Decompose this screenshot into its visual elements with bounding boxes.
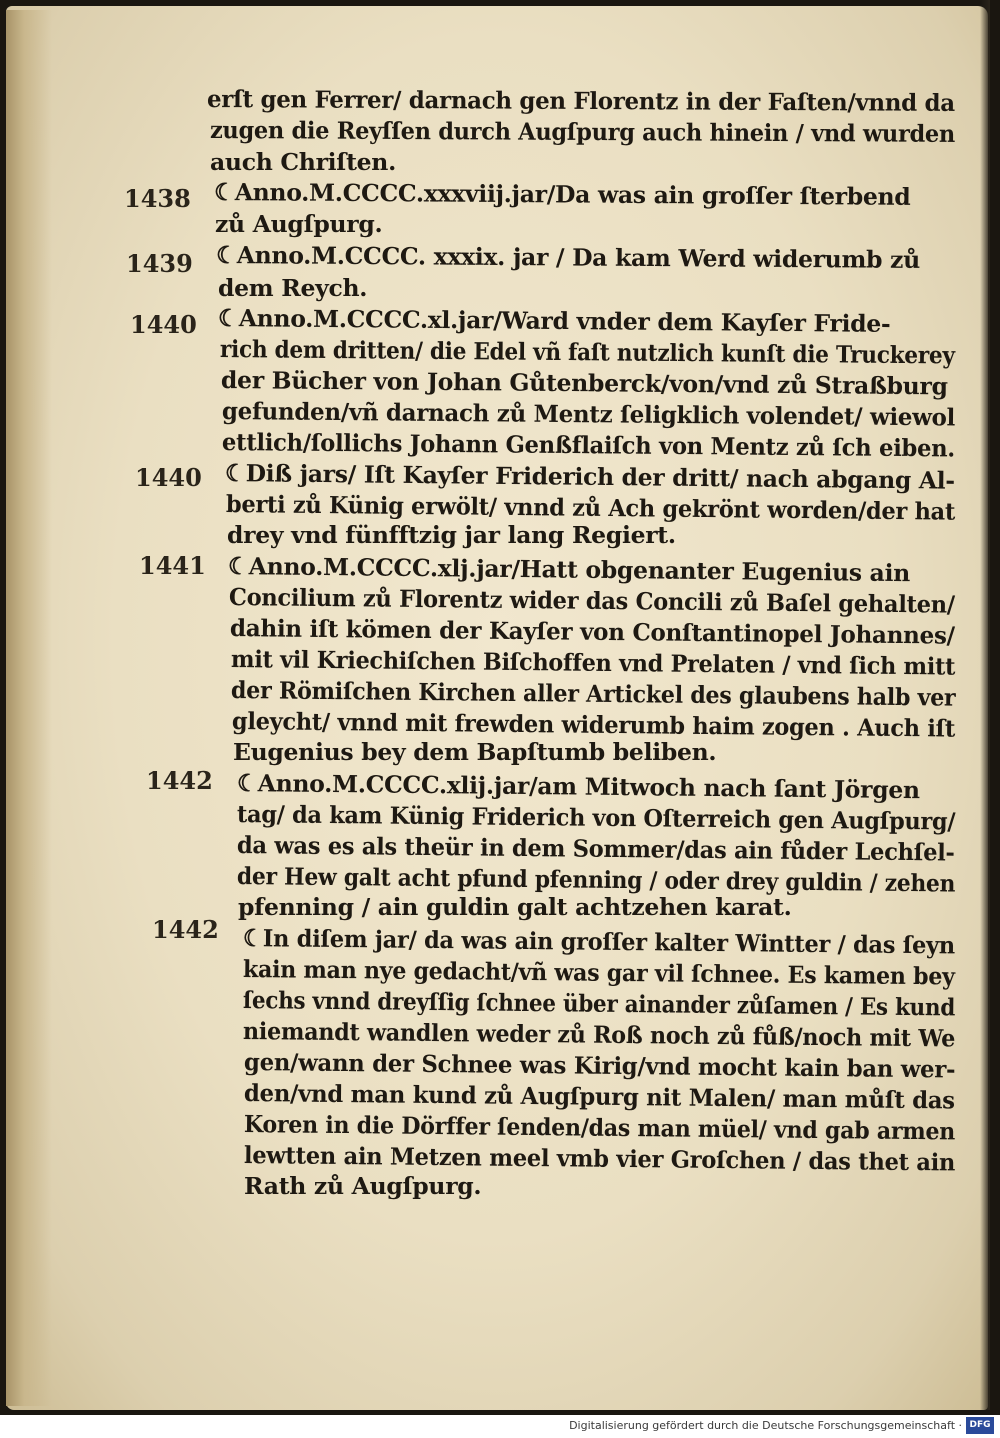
- text-line: lewtten ain Metzen meel vmb vier Groſchen / das thet ain: [243, 1141, 956, 1177]
- text-line: der Hew galt acht pfund pfenning / oder drey guldin / zehen: [236, 862, 956, 898]
- text-line: der Römiſchen Kirchen aller Artickel des glaubens halb ver: [230, 676, 956, 712]
- text-line: Koren in die Dörffer ſenden/das man müel/ vnd gab armen: [243, 1110, 956, 1146]
- text-line: rich dem dritten/ die Edel vñ faſt nutzlich kunſt die Truckerey: [219, 335, 955, 370]
- text-line: zugen die Reyſſen durch Augſpurg auch hinein / vnd wurden: [209, 116, 956, 148]
- text-line: auch Chriſten.: [210, 148, 396, 176]
- margin-year: 1440: [130, 310, 197, 339]
- text-line: gen/wann der Schnee was Kirig/vnd mocht kain ban wer-: [243, 1048, 956, 1084]
- text-line: pfenning / ain guldin galt achtzehen karat.: [238, 893, 792, 921]
- text-line: drey vnd fünfftzig jar lang Regiert.: [227, 521, 676, 549]
- text-line: Concilium zů Florentz wider das Concili zů Baſel gehalten/: [228, 583, 955, 619]
- text-line: gleycht/ vnnd mit frewden widerumb haim zogen . Auch iſt: [231, 707, 956, 743]
- text-line: ettlich/ſollichs Johann Genßflaiſch von Mentz zů ſch eiben.: [221, 428, 956, 463]
- margin-year: 1440: [135, 463, 202, 492]
- text-line: gefunden/vñ darnach zů Mentz ſeligklich volendet/ wiewol: [221, 397, 956, 432]
- text-line: ☾Anno.M.CCCC. xxxix. jar / Da kam Werd widerumb zů: [215, 241, 921, 274]
- text-line: ſechs vnnd dreyſſig ſchnee über ainander zůſamen / Es kund: [242, 986, 956, 1022]
- text-line: ☾Anno.M.CCCC.xlj.jar/Hatt obgenanter Eugenius ain: [227, 552, 911, 588]
- funding-credit: Digitalisierung gefördert durch die Deutsche Forschungsgemeinschaft ·: [569, 1419, 962, 1432]
- margin-year: 1438: [124, 184, 191, 213]
- text-line: tag/ da kam Künig Friderich von Oſterreich gen Augſpurg/: [236, 800, 956, 836]
- text-line: dahin iſt kömen der Kayſer von Conſtantinopel Johannes/: [229, 614, 955, 650]
- text-line: ☾Anno.M.CCCC.xlij.jar/am Mitwoch nach ſant Jörgen: [236, 769, 920, 805]
- text-line: den/vnd man kund zů Augſpurg nit Malen/ man můſt das: [243, 1079, 955, 1115]
- text-line: ☾In diſem jar/ da was ain groſſer kalter Wintter / das ſeyn: [242, 924, 956, 960]
- margin-year: 1442: [152, 915, 219, 944]
- dfg-logo: DFG: [966, 1417, 994, 1434]
- text-line: berti zů Künig erwölt/ vnnd zů Ach gekrönt worden/der hat: [225, 490, 956, 526]
- text-line: erſt gen Ferrer/ darnach gen Florentz in der Faſten/vnnd da: [206, 85, 955, 117]
- margin-year: 1441: [139, 551, 206, 580]
- text-line: mit vil Kriechiſchen Biſchoffen vnd Prelaten / vnd ſich mitt: [230, 645, 956, 681]
- text-line: da was es als theür in dem Sommer/das ain fůder Lechſel-: [236, 831, 955, 867]
- margin-year: 1439: [126, 249, 193, 278]
- text-line: der Bücher von Johan Gůtenberck/von/vnd zů Straßburg: [220, 366, 948, 401]
- text-line: kain man nye gedacht/vñ was gar vil ſchnee. Es kamen bey: [242, 955, 955, 991]
- text-line: niemandt wandlen weder zů Roß noch zů fůß/noch mit We: [242, 1017, 956, 1053]
- text-line: ☾Anno.M.CCCC.xl.jar/Ward vnder dem Kayſer Fride-: [217, 304, 891, 338]
- margin-year: 1442: [146, 766, 213, 795]
- text-line: ☾Diß jars/ Iſt Kayſer Friderich der dritt/ nach abgang Al-: [224, 459, 955, 495]
- text-line: dem Reych.: [218, 274, 368, 302]
- text-line: Eugenius bey dem Bapſtumb beliben.: [233, 738, 717, 766]
- text-line: Rath zů Augſpurg.: [244, 1172, 482, 1200]
- text-line: ☾Anno.M.CCCC.xxxviij.jar/Da was ain groſſer ſterbend: [213, 178, 911, 211]
- text-line: zů Augſpurg.: [215, 210, 383, 238]
